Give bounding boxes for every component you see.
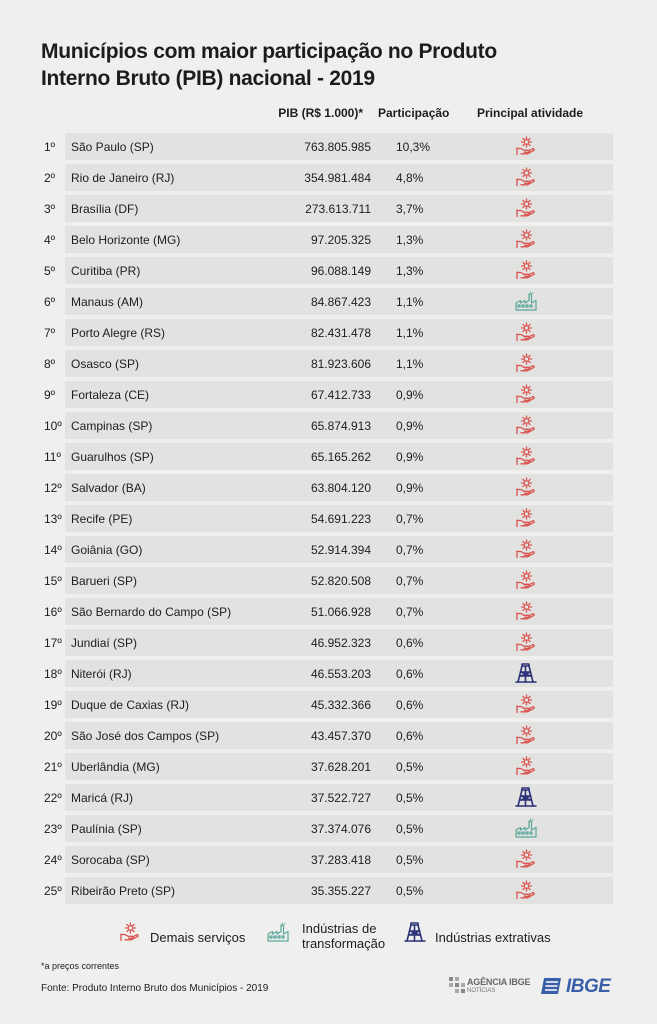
row-participacao: 0,6%: [396, 636, 424, 650]
row-rank: 25º: [44, 884, 62, 898]
table-row: [0, 815, 657, 846]
services-icon: [514, 600, 538, 622]
row-rank: 7º: [44, 326, 56, 340]
services-icon: [514, 569, 538, 591]
table-row: [0, 133, 657, 164]
table-row: [0, 505, 657, 536]
ranking-table: [0, 133, 657, 908]
table-row: [0, 784, 657, 815]
row-participacao: 0,9%: [396, 481, 424, 495]
row-rank: 15º: [44, 574, 62, 588]
services-icon: [514, 228, 538, 250]
header-participacao: Participação: [378, 106, 450, 120]
services-icon: [118, 921, 142, 946]
services-icon: [514, 755, 538, 777]
row-pib: 65.874.913: [310, 419, 371, 433]
row-participacao: 0,5%: [396, 884, 424, 898]
row-pib: 37.283.418: [310, 853, 371, 867]
services-icon: [514, 879, 538, 901]
row-pib: 43.457.370: [310, 729, 371, 743]
row-participacao: 10,3%: [396, 140, 431, 154]
row-rank: 13º: [44, 512, 62, 526]
row-rank: 22º: [44, 791, 62, 805]
row-pib: 46.553.203: [310, 667, 371, 681]
row-city: Jundiaí (SP): [71, 636, 138, 650]
services-icon: [514, 445, 538, 467]
row-city: Guarulhos (SP): [71, 450, 154, 464]
table-row: [0, 226, 657, 257]
title-line-1: Municípios com maior participação no Produto: [41, 40, 497, 63]
row-city: Barueri (SP): [71, 574, 138, 588]
row-participacao: 0,7%: [396, 512, 424, 526]
row-city: Curitiba (PR): [71, 264, 141, 278]
row-rank: 24º: [44, 853, 62, 867]
row-pib: 37.628.201: [310, 760, 371, 774]
agencia-logo-line1: AGÊNCIA IBGE: [467, 977, 531, 987]
table-row: [0, 288, 657, 319]
legend-label-extrativas: Indústrias extrativas: [435, 930, 551, 945]
table-row: [0, 443, 657, 474]
row-rank: 6º: [44, 295, 56, 309]
row-rank: 5º: [44, 264, 56, 278]
row-participacao: 1,3%: [396, 264, 424, 278]
legend-label-transformacao: Indústrias de transformação: [302, 921, 386, 951]
row-pib: 63.804.120: [310, 481, 371, 495]
row-participacao: 0,7%: [396, 543, 424, 557]
row-rank: 20º: [44, 729, 62, 743]
row-rank: 14º: [44, 543, 62, 557]
ibge-logo-icon: [541, 976, 563, 996]
table-row: [0, 660, 657, 691]
table-row: [0, 412, 657, 443]
row-rank: 8º: [44, 357, 56, 371]
row-pib: 51.066.928: [310, 605, 371, 619]
row-rank: 4º: [44, 233, 56, 247]
row-rank: 19º: [44, 698, 62, 712]
row-city: Recife (PE): [71, 512, 133, 526]
row-pib: 354.981.484: [304, 171, 371, 185]
row-participacao: 4,8%: [396, 171, 424, 185]
row-participacao: 0,7%: [396, 605, 424, 619]
row-participacao: 1,3%: [396, 233, 424, 247]
services-icon: [514, 476, 538, 498]
row-pib: 96.088.149: [310, 264, 371, 278]
source-text: Fonte: Produto Interno Bruto dos Municípios - 2019: [41, 983, 269, 994]
services-icon: [514, 135, 538, 157]
header-pib: PIB (R$ 1.000)*: [278, 106, 363, 120]
row-pib: 65.165.262: [310, 450, 371, 464]
row-pib: 763.805.985: [304, 140, 371, 154]
header-atividade: Principal atividade: [477, 106, 584, 120]
title-line-2: Interno Bruto (PIB) nacional - 2019: [41, 67, 375, 90]
row-city: Manaus (AM): [71, 295, 144, 309]
row-participacao: 0,6%: [396, 698, 424, 712]
row-pib: 37.374.076: [310, 822, 371, 836]
factory-icon: [514, 817, 538, 839]
row-city: Brasília (DF): [71, 202, 139, 216]
row-rank: 21º: [44, 760, 62, 774]
footnote: *a preços correntes: [41, 961, 120, 971]
row-participacao: 0,5%: [396, 760, 424, 774]
row-rank: 18º: [44, 667, 62, 681]
oil-rig-icon: [403, 921, 427, 946]
row-pib: 84.867.423: [310, 295, 371, 309]
row-rank: 23º: [44, 822, 62, 836]
services-icon: [514, 383, 538, 405]
ibge-logo: [541, 974, 627, 998]
row-pib: 45.332.366: [310, 698, 371, 712]
row-rank: 3º: [44, 202, 56, 216]
row-city: Uberlândia (MG): [71, 760, 160, 774]
row-city: Fortaleza (CE): [71, 388, 150, 402]
table-row: [0, 877, 657, 908]
services-icon: [514, 538, 538, 560]
row-participacao: 0,7%: [396, 574, 424, 588]
table-row: [0, 195, 657, 226]
row-pib: 46.952.323: [310, 636, 371, 650]
row-pib: 37.522.727: [310, 791, 371, 805]
table-row: [0, 257, 657, 288]
table-row: [0, 598, 657, 629]
table-row: [0, 381, 657, 412]
row-participacao: 0,5%: [396, 791, 424, 805]
row-participacao: 0,9%: [396, 450, 424, 464]
row-rank: 2º: [44, 171, 56, 185]
row-city: Niterói (RJ): [71, 667, 132, 681]
row-city: Paulínia (SP): [71, 822, 142, 836]
row-city: Maricá (RJ): [71, 791, 133, 805]
services-icon: [514, 352, 538, 374]
row-rank: 16º: [44, 605, 62, 619]
agencia-ibge-logo: [449, 974, 535, 1000]
table-row: [0, 722, 657, 753]
row-pib: 67.412.733: [310, 388, 371, 402]
row-city: São Paulo (SP): [71, 140, 154, 154]
row-city: Rio de Janeiro (RJ): [71, 171, 175, 185]
table-row: [0, 567, 657, 598]
row-participacao: 0,5%: [396, 822, 424, 836]
services-icon: [514, 507, 538, 529]
row-city: São José dos Campos (SP): [71, 729, 220, 743]
services-icon: [514, 166, 538, 188]
row-city: Campinas (SP): [71, 419, 153, 433]
row-pib: 52.820.508: [310, 574, 371, 588]
services-icon: [514, 414, 538, 436]
row-participacao: 0,6%: [396, 667, 424, 681]
table-row: [0, 164, 657, 195]
row-participacao: 1,1%: [396, 295, 424, 309]
agencia-logo-line2: NOTÍCIAS: [467, 988, 496, 994]
services-icon: [514, 693, 538, 715]
row-participacao: 0,9%: [396, 388, 424, 402]
row-participacao: 1,1%: [396, 326, 424, 340]
table-row: [0, 474, 657, 505]
row-rank: 17º: [44, 636, 62, 650]
row-city: Duque de Caxias (RJ): [71, 698, 190, 712]
services-icon: [514, 259, 538, 281]
factory-icon: [514, 290, 538, 312]
row-city: Ribeirão Preto (SP): [71, 884, 176, 898]
row-city: Sorocaba (SP): [71, 853, 150, 867]
row-pib: 82.431.478: [310, 326, 371, 340]
factory-icon: [266, 921, 290, 946]
table-row: [0, 629, 657, 660]
row-pib: 81.923.606: [310, 357, 371, 371]
table-row: [0, 319, 657, 350]
row-pib: 52.914.394: [310, 543, 371, 557]
table-row: [0, 350, 657, 381]
row-city: Osasco (SP): [71, 357, 140, 371]
row-rank: 1º: [44, 140, 56, 154]
legend: [0, 918, 657, 958]
legend-label-servicos: Demais serviços: [150, 930, 246, 945]
agencia-logo-icon: [449, 977, 465, 995]
table-row: [0, 536, 657, 567]
ibge-logo-text: IBGE: [566, 976, 611, 997]
row-city: São Bernardo do Campo (SP): [71, 605, 232, 619]
row-pib: 97.205.325: [310, 233, 371, 247]
row-participacao: 1,1%: [396, 357, 424, 371]
row-city: Belo Horizonte (MG): [71, 233, 181, 247]
services-icon: [514, 724, 538, 746]
services-icon: [514, 848, 538, 870]
oil-rig-icon: [514, 786, 538, 808]
row-pib: 54.691.223: [310, 512, 371, 526]
services-icon: [514, 631, 538, 653]
row-rank: 10º: [44, 419, 62, 433]
row-city: Goiânia (GO): [71, 543, 143, 557]
row-participacao: 0,9%: [396, 419, 424, 433]
row-rank: 9º: [44, 388, 56, 402]
row-participacao: 0,5%: [396, 853, 424, 867]
row-participacao: 3,7%: [396, 202, 424, 216]
table-row: [0, 753, 657, 784]
row-pib: 273.613.711: [305, 202, 371, 216]
row-participacao: 0,6%: [396, 729, 424, 743]
services-icon: [514, 321, 538, 343]
page-title: [41, 38, 601, 92]
row-city: Salvador (BA): [71, 481, 146, 495]
row-pib: 35.355.227: [310, 884, 371, 898]
table-header: [0, 106, 657, 122]
table-row: [0, 846, 657, 877]
services-icon: [514, 197, 538, 219]
row-city: Porto Alegre (RS): [71, 326, 166, 340]
oil-rig-icon: [514, 662, 538, 684]
table-row: [0, 691, 657, 722]
row-rank: 12º: [44, 481, 62, 495]
row-rank: 11º: [44, 450, 61, 464]
